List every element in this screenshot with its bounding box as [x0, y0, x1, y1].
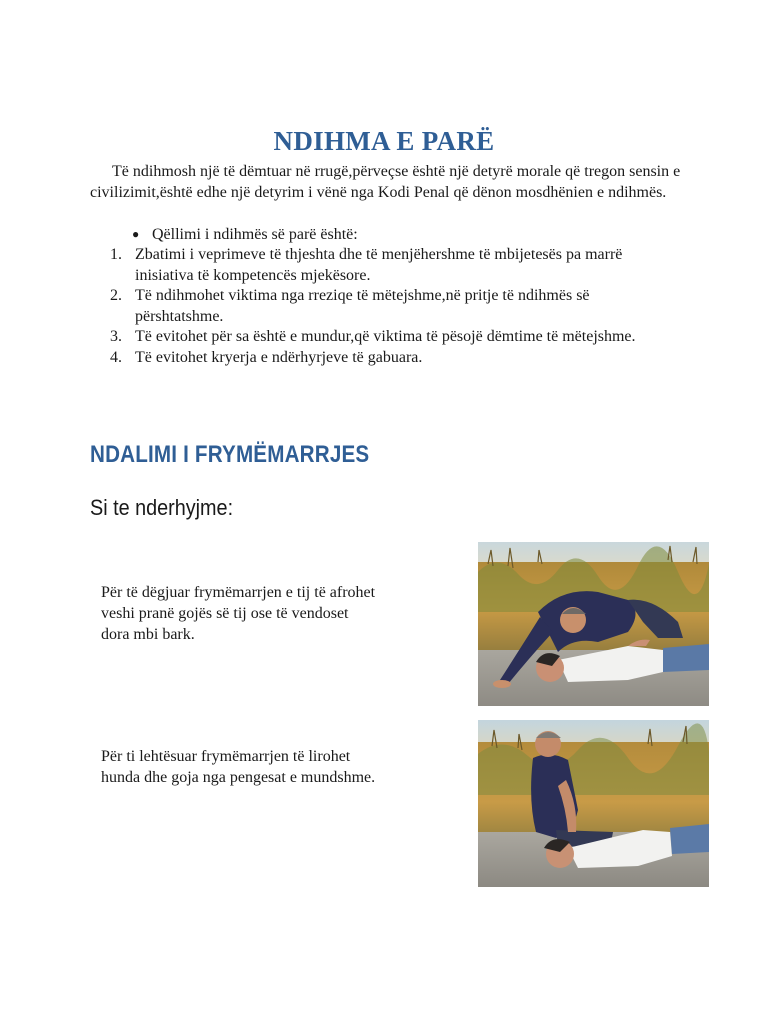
- document-title: NDIHMA E PARË: [273, 126, 495, 156]
- photo-check-breathing: [478, 542, 709, 706]
- caption-clear-airway: Për ti lehtësuar frymëmarrjen të lirohet hunda dhe goja nga pengesat e mundshme.: [101, 748, 376, 786]
- step-text: Të evitohet për sa është e mundur,që viktima të pësojë dëmtime të mëtejshme.: [135, 328, 636, 345]
- step-text: Të ndihmohet viktima nga rreziqe të mëtejshme,në pritje të ndihmës së përshtatshme.: [135, 287, 590, 325]
- bullet-icon: ●: [132, 227, 140, 241]
- step-number: 2.: [110, 287, 122, 304]
- list-item: [110, 286, 670, 327]
- step-number: 4.: [110, 348, 122, 366]
- list-item: [110, 327, 670, 348]
- goal-bullet-item: [132, 224, 358, 245]
- list-item: [110, 348, 670, 369]
- step-text: Të evitohet kryerja e ndërhyrjeve të gabuara.: [135, 348, 423, 366]
- steps-list: [110, 245, 670, 368]
- step-number: 1.: [110, 246, 122, 263]
- photo-clear-airway: [478, 720, 709, 887]
- step-text: Zbatimi i veprimeve të thjeshta dhe të menjëhershme të mbijetesës pa marrë inisiativa të kompetencës mjekësore.: [135, 246, 623, 284]
- caption-check-breathing: Për të dëgjuar frymëmarrjen e tij të afrohet veshi pranë gojës së tij ose të vendoset dora mbi bark.: [101, 584, 376, 643]
- section-subtitle: Si te nderhyjme:: [90, 495, 234, 520]
- intro-paragraph: Të ndihmosh një të dëmtuar në rrugë,përveçse është një detyrë morale që tregon sensin e civilizimit,është edhe një detyrim i vënë nga Kodi Penal që dënon mosdhënien e ndihmës.: [90, 163, 681, 201]
- step-number: 3.: [110, 328, 122, 345]
- list-item: [110, 245, 670, 286]
- goal-bullet-text: Qëllimi i ndihmës së parë është:: [152, 226, 358, 243]
- section-heading: NDALIMI I FRYMËMARRJES: [90, 441, 370, 468]
